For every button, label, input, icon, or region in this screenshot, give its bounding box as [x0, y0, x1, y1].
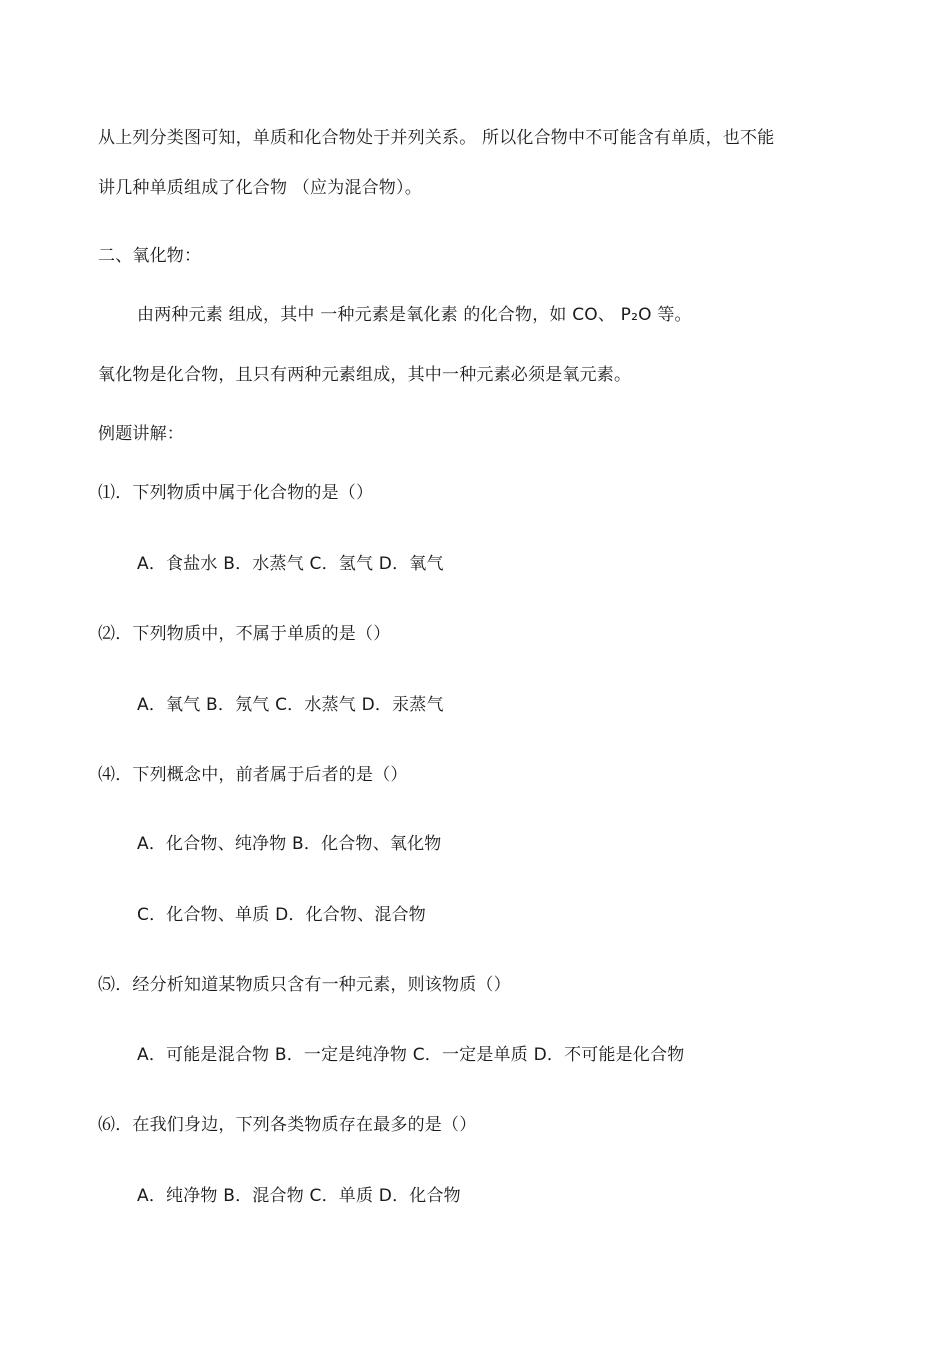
intro-paragraph-line-1: 从上列分类图可知，单质和化合物处于并列关系。 所以化合物中不可能含有单质，也不能	[98, 128, 775, 148]
question-5-options: A．可能是混合物 B．一定是纯净物 C．一定是单质 D．不可能是化合物	[137, 1045, 685, 1065]
oxide-definition: 由两种元素 组成，其中 一种元素是氧化素 的化合物，如 CO、 P₂O 等。	[137, 305, 692, 325]
question-1-stem: ⑴．下列物质中属于化合物的是（）	[98, 483, 374, 503]
question-4-options-cd: C．化合物、单质 D．化合物、混合物	[137, 905, 426, 925]
question-5-stem: ⑸．经分析知道某物质只含有一种元素，则该物质（）	[98, 975, 511, 995]
question-2-stem: ⑵．下列物质中，不属于单质的是（）	[98, 624, 391, 644]
oxide-explanation: 氧化物是化合物，且只有两种元素组成，其中一种元素必须是氧元素。	[98, 365, 632, 385]
examples-heading: 例题讲解：	[98, 424, 184, 444]
section-heading-oxides: 二、氧化物：	[98, 246, 202, 266]
question-1-options: A．食盐水 B．水蒸气 C．氢气 D．氧气	[137, 554, 444, 574]
question-6-options: A．纯净物 B．混合物 C．单质 D．化合物	[137, 1186, 461, 1206]
intro-paragraph-line-2: 讲几种单质组成了化合物 （应为混合物）。	[98, 178, 422, 198]
question-4-stem: ⑷．下列概念中，前者属于后者的是（）	[98, 765, 408, 785]
question-6-stem: ⑹．在我们身边，下列各类物质存在最多的是（）	[98, 1115, 477, 1135]
question-2-options: A．氧气 B．氖气 C．水蒸气 D．汞蒸气	[137, 695, 444, 715]
question-4-options-ab: A．化合物、纯净物 B．化合物、氧化物	[137, 834, 442, 854]
